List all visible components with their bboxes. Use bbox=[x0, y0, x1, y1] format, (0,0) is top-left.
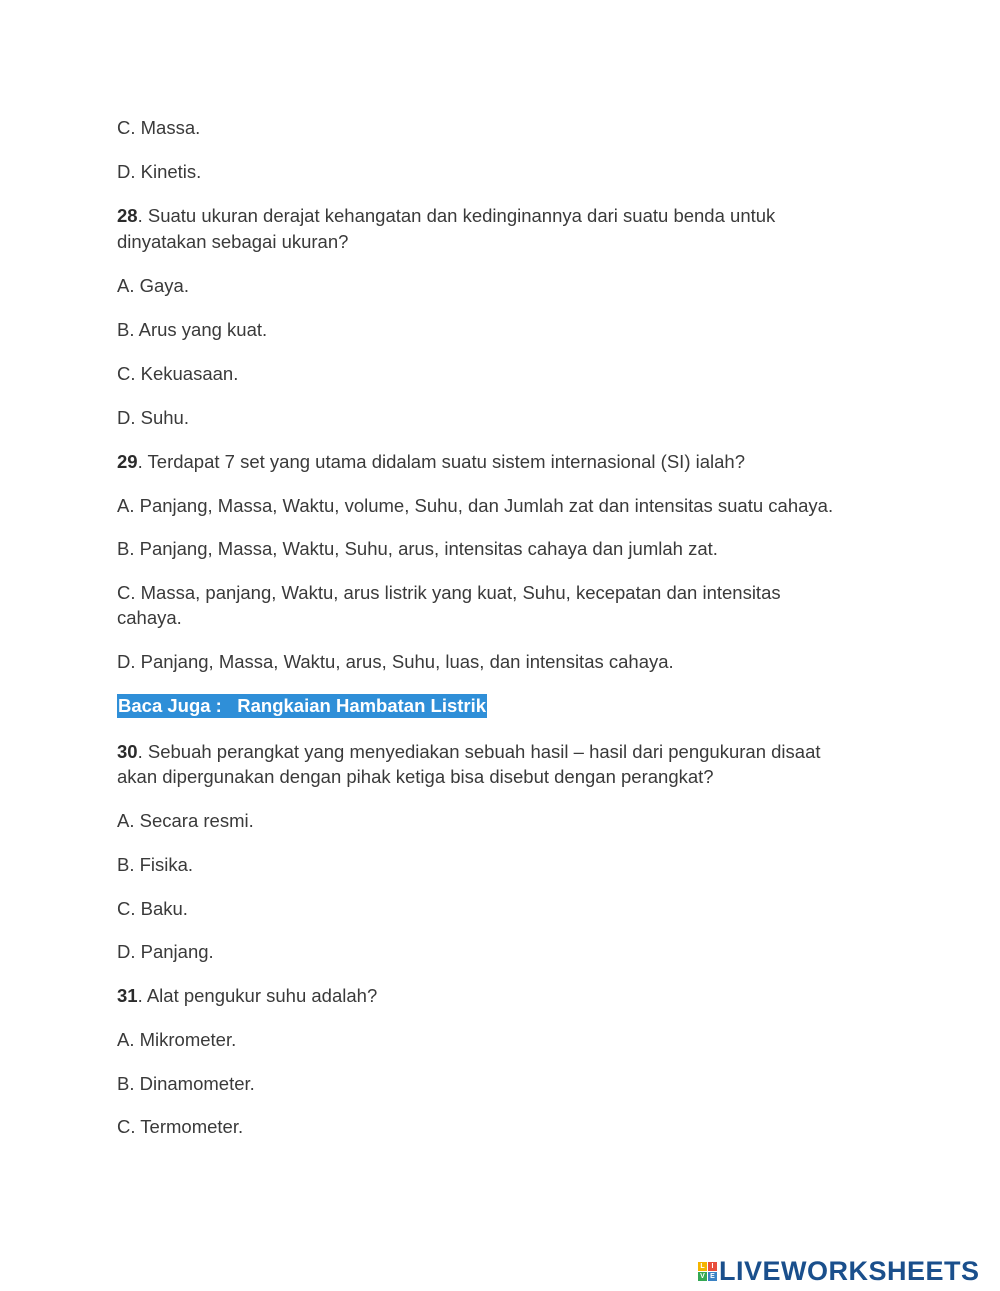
option-31-b: B. Dinamometer. bbox=[117, 1073, 255, 1094]
question-text: . Alat pengukur suhu adalah? bbox=[137, 985, 378, 1006]
logo-cell: L bbox=[698, 1262, 707, 1271]
question-31 bbox=[117, 984, 377, 1008]
question-28 bbox=[117, 204, 775, 228]
logo-cell: I bbox=[708, 1262, 717, 1271]
liveworksheets-logo bbox=[698, 1256, 980, 1286]
question-text: . Terdapat 7 set yang utama didalam suatu sistem internasional (SI) ialah? bbox=[137, 451, 745, 472]
baca-juga-link[interactable]: Baca Juga : Rangkaian Hambatan Listrik bbox=[118, 695, 487, 716]
question-number: 30 bbox=[117, 741, 138, 762]
question-29 bbox=[117, 450, 745, 474]
logo-icon bbox=[698, 1262, 717, 1281]
option-29-b: B. Panjang, Massa, Waktu, Suhu, arus, intensitas cahaya dan jumlah zat. bbox=[117, 538, 718, 559]
option-29-d: D. Panjang, Massa, Waktu, arus, Suhu, luas, dan intensitas cahaya. bbox=[117, 651, 674, 672]
option-28-a: A. Gaya. bbox=[117, 275, 189, 296]
question-number: 28 bbox=[117, 205, 138, 226]
option-29-c: C. Massa, panjang, Waktu, arus listrik yang kuat, Suhu, kecepatan dan intensitas bbox=[117, 582, 781, 603]
option-28-b: B. Arus yang kuat. bbox=[117, 319, 268, 340]
option-27-c: C. Massa. bbox=[117, 117, 201, 138]
option-31-a: A. Mikrometer. bbox=[117, 1029, 237, 1050]
option-28-c: C. Kekuasaan. bbox=[117, 363, 239, 384]
option-30-a: A. Secara resmi. bbox=[117, 810, 254, 831]
question-number: 29 bbox=[117, 451, 138, 472]
logo-text: LIVEWORKSHEETS bbox=[719, 1255, 980, 1286]
option-27-d: D. Kinetis. bbox=[117, 161, 202, 182]
logo-cell: E bbox=[708, 1272, 717, 1281]
question-text: . Sebuah perangkat yang menyediakan sebuah hasil – hasil dari pengukuran disaat bbox=[137, 741, 821, 762]
option-29-a: A. Panjang, Massa, Waktu, volume, Suhu, dan Jumlah zat dan intensitas suatu cahaya. bbox=[117, 495, 834, 516]
question-30 bbox=[117, 740, 821, 764]
option-30-d: D. Panjang. bbox=[117, 941, 214, 962]
question-30-continued: akan dipergunakan dengan pihak ketiga bisa disebut dengan perangkat? bbox=[117, 766, 714, 787]
option-28-d: D. Suhu. bbox=[117, 407, 189, 428]
option-31-c: C. Termometer. bbox=[117, 1116, 244, 1137]
option-30-b: B. Fisika. bbox=[117, 854, 194, 875]
option-30-c: C. Baku. bbox=[117, 898, 188, 919]
question-28-continued: dinyatakan sebagai ukuran? bbox=[117, 231, 349, 252]
question-number: 31 bbox=[117, 985, 138, 1006]
logo-cell: V bbox=[698, 1272, 707, 1281]
question-text: . Suatu ukuran derajat kehangatan dan kedinginannya dari suatu benda untuk bbox=[137, 205, 776, 226]
option-29-c-continued: cahaya. bbox=[117, 607, 182, 628]
